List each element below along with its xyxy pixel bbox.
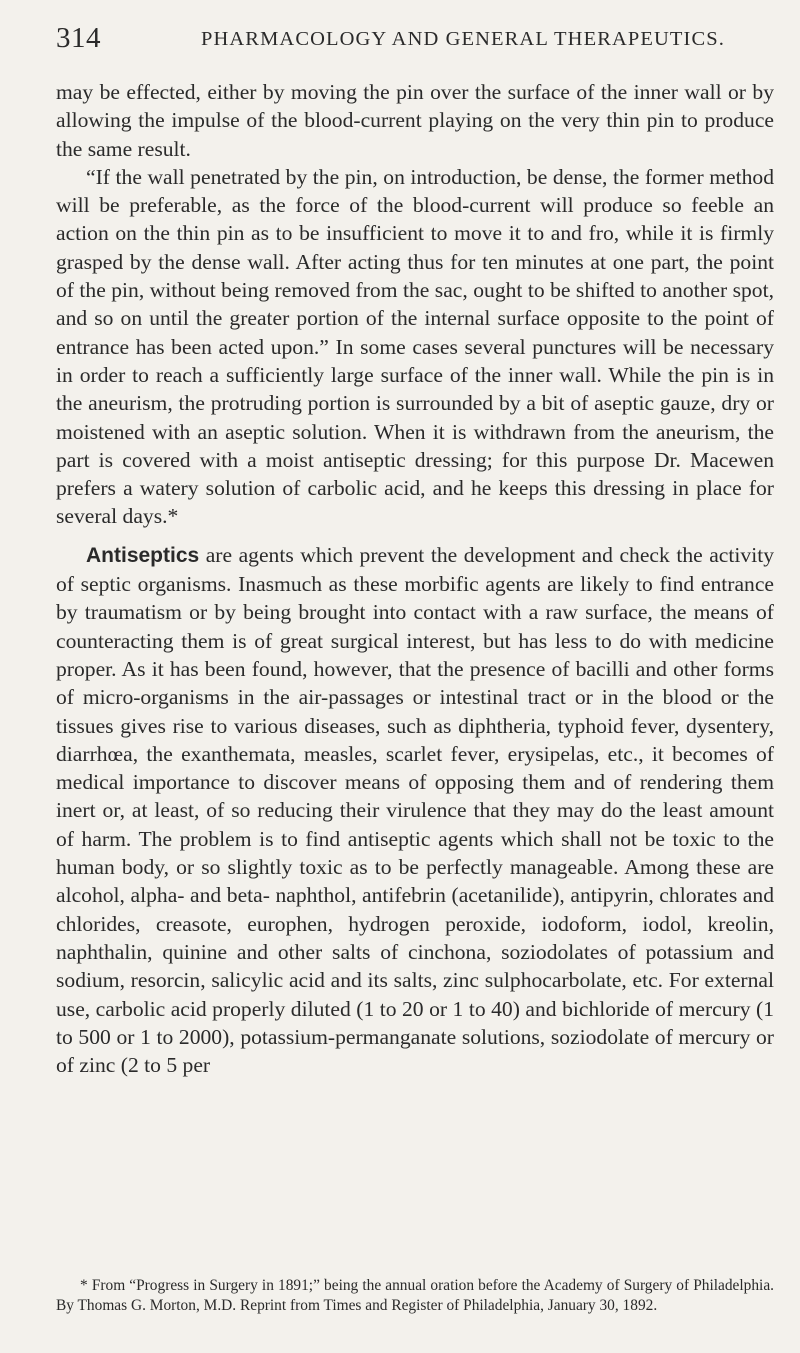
running-title: PHARMACOLOGY AND GENERAL THERAPEUTICS.: [201, 28, 725, 50]
paragraph-quotation: “If the wall penetrated by the pin, on introduction, be dense, the former method will be preferable, as the force of the blood-current will produce so feeble an action on the thin pin as to be insufficient to move it to and fro, while it is firmly grasped by the dense wall. After acting thus for ten minutes at one part, the point of the pin, without being removed from the sac, ought to be shifted to another spot, and so on until the greater portion of the internal surface opposite to the point of entrance has been acted upon.” In some cases several punctures will be necessary in order to reach a sufficiently large surface of the inner wall. While the pin is in the aneurism, the protruding portion is surrounded by a bit of aseptic gauze, dry or moistened with an aseptic solution. When it is withdrawn from the aneurism, the part is covered with a moist antiseptic dressing; for this purpose Dr. Macewen prefers a watery solution of carbolic acid, and he keeps this dressing in place for several days.*: [56, 164, 774, 529]
paragraph-antiseptics-body: are agents which prevent the development and check the activity of septic organisms. Inasmuch as these morbific agents are likely to find entrance by traumatism or by being brought into contact with a raw surface, the means of counteracting them is of great surgical interest, but has less to do with medicine proper. As it has been found, however, that the presence of bacilli and other forms of micro-organisms in the air-passages or intestinal tract or in the blood or the tissues gives rise to various diseases, such as diphtheria, typhoid fever, dysentery, diarrhœa, the exanthemata, measles, scarlet fever, erysipelas, etc., it becomes of medical importance to discover means of opposing them and of rendering them inert or, at least, of so reducing their virulence that they may do the least amount of harm. The problem is to find antiseptic agents which shall not be toxic to the human body, or so slightly toxic as to be perfectly manageable. Among these are alcohol, alpha- and beta- naphthol, antifebrin (acetanilide), antipyrin, chlorates and chlorides, creasote, europhen, hydrogen peroxide, iodoform, iodol, kreolin, naphthalin, quinine and other salts of cinchona, soziodolates of potassium and sodium, resorcin, salicylic acid and its salts, zinc sulphocarbolate, etc. For external use, carbolic acid properly diluted (1 to 20 or 1 to 40) and bichloride of mercury (1 to 500 or 1 to 2000), potassium-permanganate solutions, soziodolate of mercury or of zinc (2 to 5 per: [56, 542, 774, 1078]
running-head: [56, 22, 774, 62]
page-number: 314: [56, 22, 101, 54]
paragraph-antiseptics: [56, 541, 774, 1080]
footnote-text: * From “Progress in Surgery in 1891;” being the annual oration before the Academy of Surgery of Philadelphia. By Thomas G. Morton, M.D. Reprint from Times and Register of Philadelphia, January 30, 1892.: [56, 1277, 774, 1314]
footnote: [56, 1276, 774, 1315]
paragraph-continuation: may be effected, either by moving the pin over the surface of the inner wall or by allowing the impulse of the blood-current playing on the very thin pin to produce the same result.: [56, 80, 774, 161]
section-heading-antiseptics: Antiseptics: [86, 543, 200, 567]
body-text: [56, 78, 774, 1079]
